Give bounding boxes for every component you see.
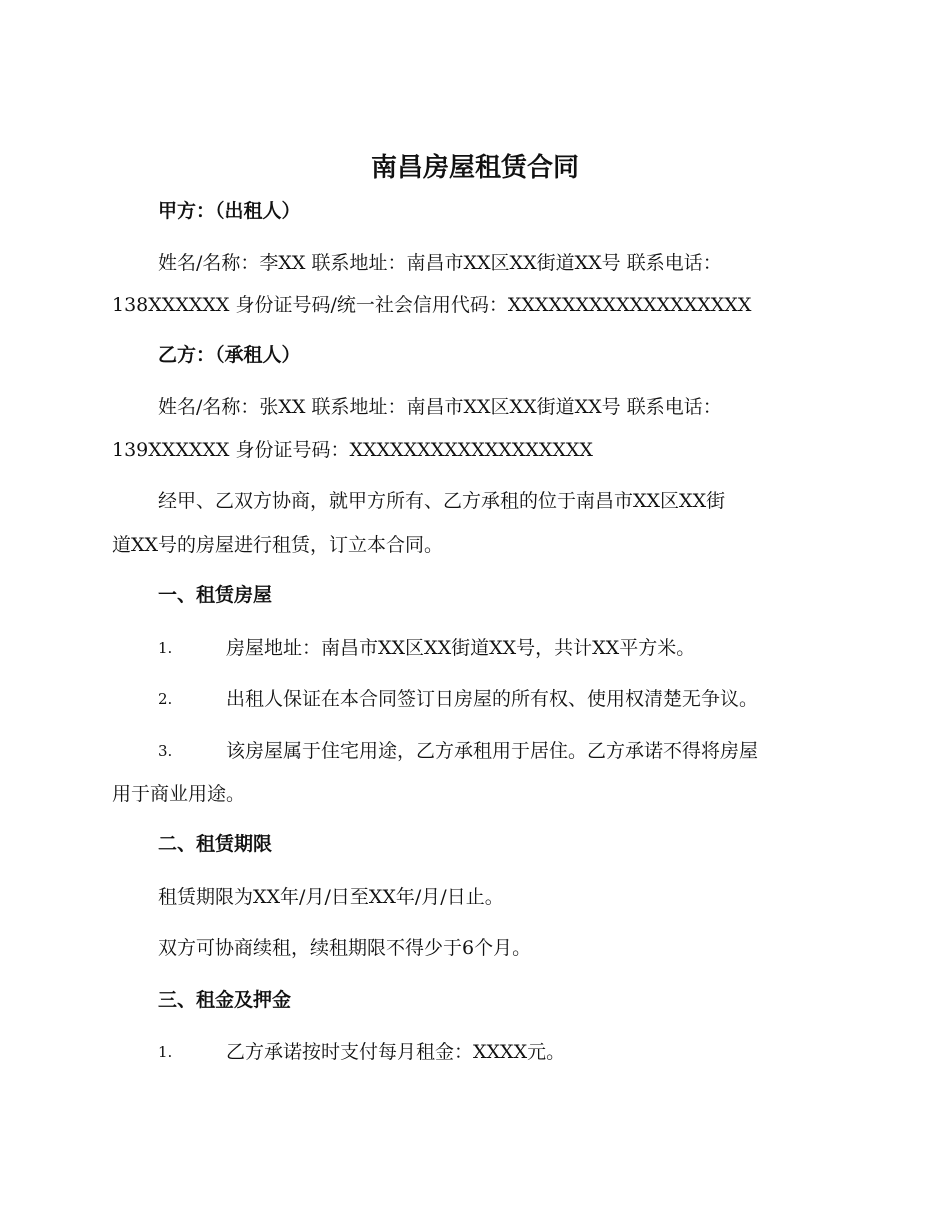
party-a-details-line1: 姓名/名称：李XX 联系地址：南昌市XX区XX街道XX号 联系电话： [158, 252, 722, 274]
document-title: 南昌房屋租赁合同 [370, 153, 579, 183]
section2-line1: 租赁期限为XX年/月/日至XX年/月/日止。 [158, 886, 504, 908]
party-b-details-line1: 姓名/名称：张XX 联系地址：南昌市XX区XX街道XX号 联系电话： [158, 396, 722, 418]
party-b-details-line2: 139XXXXXX 身份证号码：XXXXXXXXXXXXXXXXXX [112, 439, 593, 461]
section2-line2: 双方可协商续租，续租期限不得少于6个月。 [158, 937, 532, 959]
section1-item3-text: 该房屋属于住宅用途，乙方承租用于居住。乙方承诺不得将房屋 [226, 740, 759, 762]
section1-item3-continuation: 用于商业用途。 [112, 783, 246, 805]
section3-heading: 三、租金及押金 [158, 989, 292, 1011]
party-b-heading: 乙方：（承租人） [158, 344, 301, 366]
section1-item2-text: 出租人保证在本合同签订日房屋的所有权、使用权清楚无争议。 [226, 688, 759, 710]
party-a-heading: 甲方：（出租人） [158, 200, 301, 222]
party-a-details-line2: 138XXXXXX 身份证号码/统一社会信用代码：XXXXXXXXXXXXXXXXXX [112, 294, 752, 316]
intro-line1: 经甲、乙双方协商，就甲方所有、乙方承租的位于南昌市XX区XX街 [158, 490, 726, 512]
section1-item2-number: 2. [158, 690, 173, 708]
section1-item3-number: 3. [158, 742, 173, 760]
section2-heading: 二、租赁期限 [158, 833, 273, 855]
section3-item1-number: 1. [158, 1043, 173, 1061]
section3-item1-text: 乙方承诺按时支付每月租金：XXXX元。 [226, 1041, 566, 1063]
section1-item1-number: 1. [158, 639, 173, 657]
section1-heading: 一、租赁房屋 [158, 584, 273, 606]
section1-item1-text: 房屋地址：南昌市XX区XX街道XX号，共计XX平方米。 [226, 637, 696, 659]
intro-line2: 道XX号的房屋进行租赁，订立本合同。 [112, 534, 444, 556]
